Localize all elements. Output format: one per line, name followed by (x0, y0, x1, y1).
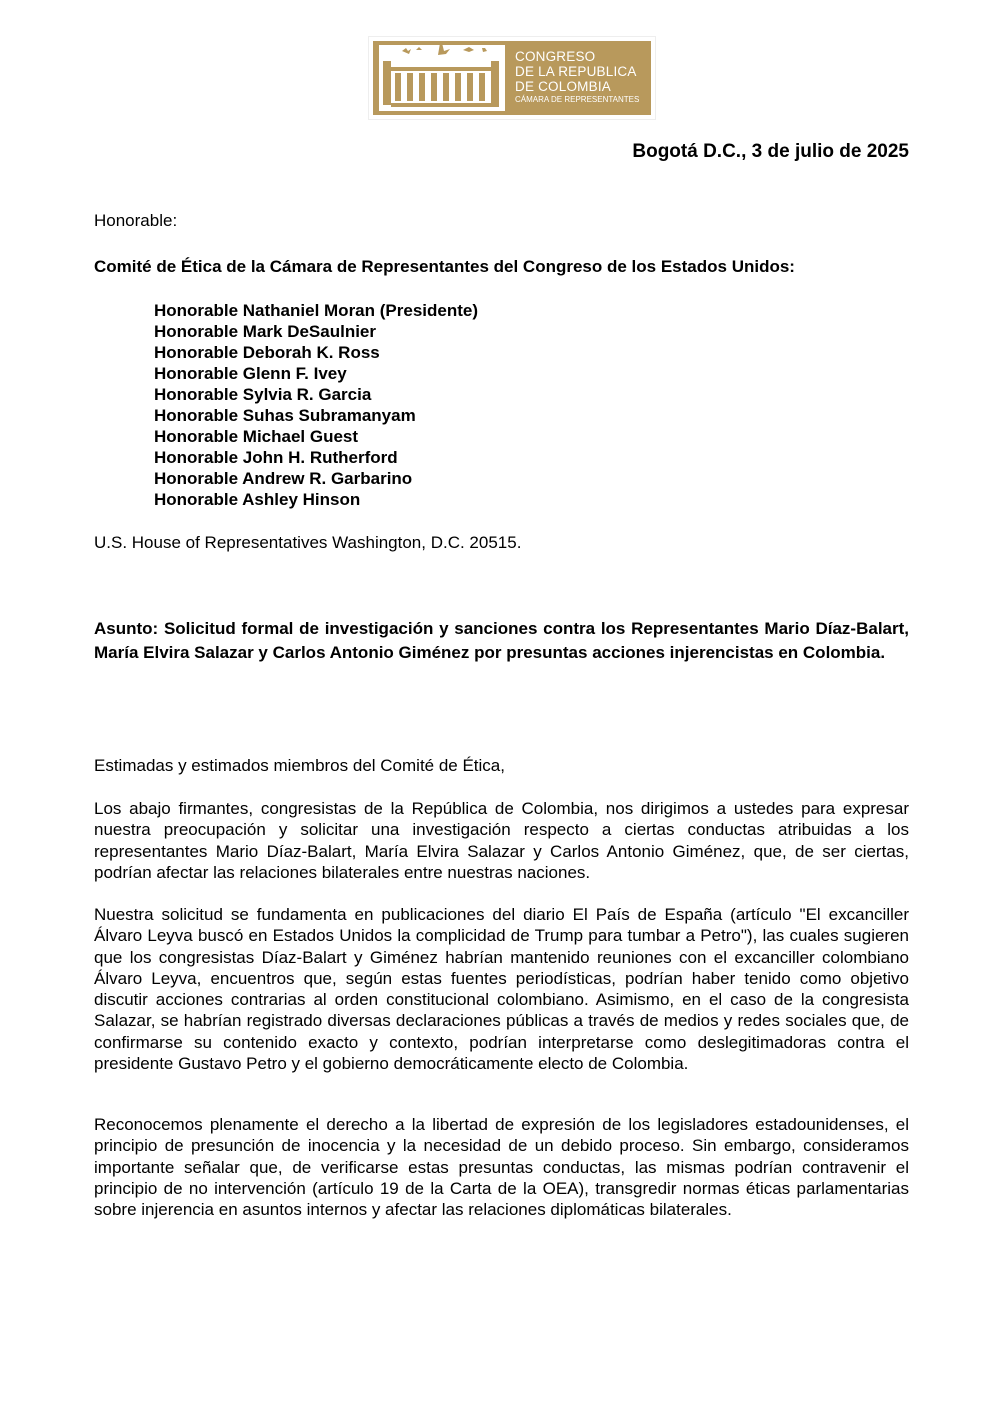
member-name: Honorable Michael Guest (154, 427, 359, 446)
member-name: Honorable Andrew R. Garbarino (154, 469, 413, 488)
body-paragraph-3: Reconocemos plenamente el derecho a la libertad de expresión de los legisladores estadounidenses, el principio de presunción de inocencia y la necesidad de un debido proceso. Sin embargo, consideramos importante señalar que, de verificarse estas presuntas conductas, las mismas podrían contravenir el principio de no intervención (artículo 19 de la Carta de la OEA), transgredir normas éticas parlamentarias sobre injerencia en asuntos internos y afectar las relaciones diplomáticas bilaterales. (94, 1115, 909, 1220)
subject-line: Asunto: Solicitud formal de investigación y sanciones contra los Representantes Mario Díaz-Balart, María Elvira Salazar y Carlos Antonio Giménez por presuntas acciones injerencistas en Colombia. (94, 619, 909, 662)
greeting: Estimadas y estimados miembros del Comité de Ética, (94, 756, 505, 775)
logo-line-2: DE LA REPUBLICA (515, 64, 637, 79)
body-paragraph-2: Nuestra solicitud se fundamenta en publicaciones del diario El País de España (artículo "El excanciller Álvaro Leyva buscó en Estados Unidos la complicidad de Trump para tumbar a Petro"), las cuales sugieren que los congresistas Díaz-Balart y Giménez habrían mantenido reuniones con el excanciller colombiano Álvaro Leyva, encuentros que, según estas fuentes periodísticas, podrían haber tenido como objetivo discutir acciones contrarias al orden constitucional colombiano. Asimismo, en el caso de la congresista Salazar, se habrían registrado diversas declaraciones públicas a través de medios y redes sociales que, de confirmarse su contenido exacto y contexto, podrían interpretarse como deslegitimadoras contra el presidente Gustavo Petro y el gobierno democráticamente electo de Colombia. (94, 905, 909, 1074)
body-paragraph-1: Los abajo firmantes, congresistas de la República de Colombia, nos dirigimos a ustedes para expresar nuestra preocupación y solicitar una investigación respecto a ciertas conductas atribuidas a los representantes Mario Díaz-Balart, María Elvira Salazar y Carlos Antonio Giménez, que, de ser ciertas, podrían afectar las relaciones bilaterales entre nuestras naciones. (94, 799, 909, 882)
member-name: Honorable Nathaniel Moran (Presidente) (154, 301, 478, 320)
member-name: Honorable Mark DeSaulnier (154, 322, 377, 341)
logo-line-4: CÁMARA DE REPRESENTANTES (515, 95, 640, 104)
logo-line-3: DE COLOMBIA (515, 79, 611, 94)
member-name: Honorable Deborah K. Ross (154, 343, 380, 362)
logo-line-1: CONGRESO (515, 49, 596, 64)
member-name: Honorable Glenn F. Ivey (154, 364, 347, 383)
member-name: Honorable John H. Rutherford (154, 448, 398, 467)
recipient-committee: Comité de Ética de la Cámara de Representantes del Congreso de los Estados Unidos: (94, 257, 795, 276)
letter-date: Bogotá D.C., 3 de julio de 2025 (632, 141, 909, 162)
member-name: Honorable Ashley Hinson (154, 490, 361, 509)
member-name: Honorable Suhas Subramanyam (154, 406, 416, 425)
salutation: Honorable: (94, 211, 178, 230)
member-list (154, 300, 478, 510)
logo-wordmark (515, 49, 650, 105)
congress-logo (369, 37, 655, 119)
member-name: Honorable Sylvia R. Garcia (154, 385, 372, 404)
recipient-address: U.S. House of Representatives Washington, D.C. 20515. (94, 533, 522, 552)
